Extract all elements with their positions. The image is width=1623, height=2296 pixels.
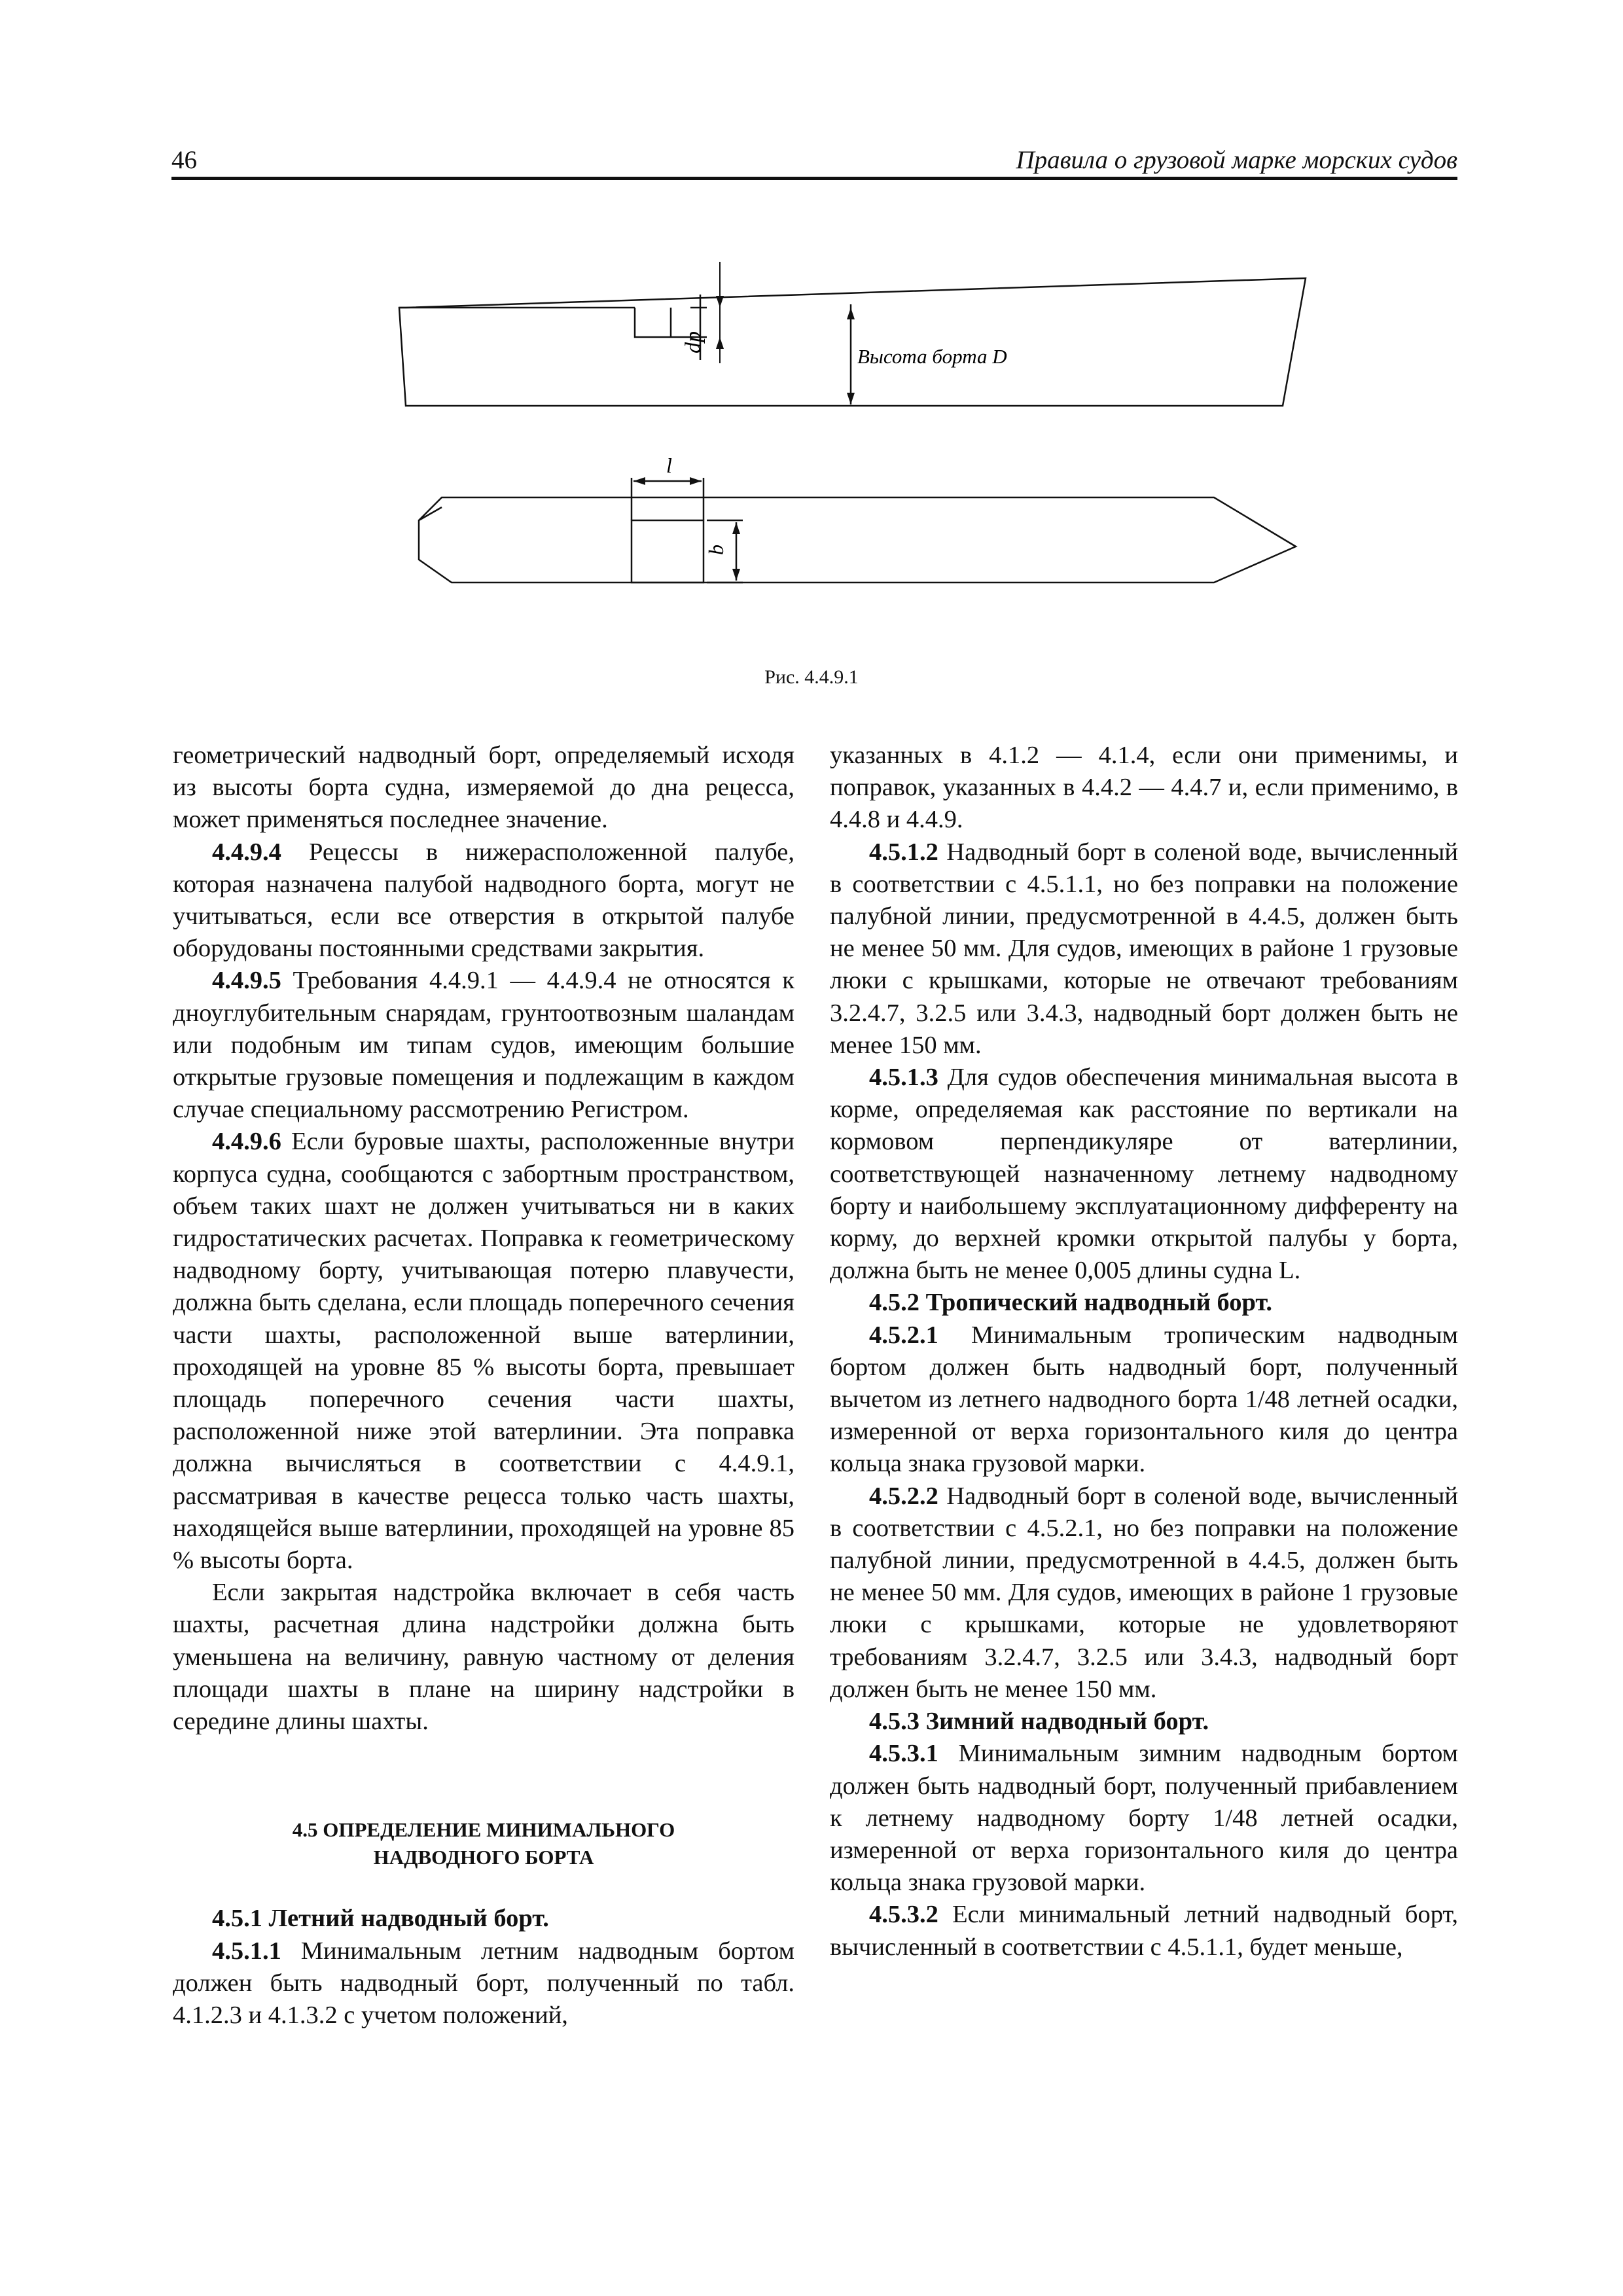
right-column [830,740,1458,1964]
hull-plan-view [419,497,1296,583]
paragraph-4-5-1-3: 4.5.1.3 Для судов обеспечения минимальная высота в корме, определяемая как расстояние по вертикали на кормовом перпендикуляре от ватерлинии, соответствующей назначенному летнему надводному борту и наибольшему эксплуатационному дифференту на корму, до верхней кромки открытой палубы у борта, должна быть не менее 0,005 длины судна L. [830,1064,1458,1285]
subsection-heading-4-5-3: 4.5.3 Зимний надводный борт. [869,1708,1209,1736]
b-label: b [704,545,728,555]
paragraph: указанных в 4.1.2 — 4.1.4, если они применимы, и поправок, указанных в 4.4.2 — 4.4.7 и, если применимо, в 4.4.8 и 4.4.9. [830,742,1458,834]
subsection-heading-4-5-1: 4.5.1 Летний надводный борт. [212,1905,549,1933]
depth-label: Высота борта D [857,345,1007,368]
page-header [171,145,1457,179]
dp-label: dp [681,331,705,353]
hull-side-view [399,278,1306,406]
figure-caption: Рис. 4.4.9.1 [764,666,859,688]
recess-plan [632,520,704,583]
header-rule [171,177,1457,180]
paragraph-4-5-1-2: 4.5.1.2 Надводный борт в соленой воде, вычисленный в соответствии с 4.5.1.1, но без поправки на положение палубной линии, предусмотренной в 4.4.5, должен быть не менее 50 мм. Для судов, имеющих в районе 1 грузовые люки с крышками, которые не отвечают требованиям 3.2.4.7, 3.2.5 или 3.4.3, надводный борт должен быть не менее 150 мм. [830,838,1458,1059]
paragraph-4-4-9-5: 4.4.9.5 Требования 4.4.9.1 — 4.4.9.4 не относятся к дноуглубительным снарядам, грунтоотвозным шаландам или подобным им типам судов, имеющим большие открытые грузовые помещения и подлежащим в каждом случае специальному рассмотрению Регистром. [173,967,794,1124]
section-heading-4-5: 4.5 ОПРЕДЕЛЕНИЕ МИНИМАЛЬНОГО НАДВОДНОГО БОРТА [292,1818,675,1869]
paragraph-4-5-3-1: 4.5.3.1 Минимальным зимним надводным бортом должен быть надводный борт, полученный прибавлением к летнему надводному борту 1/48 летней осадки, измеренной от верха горизонтального киля до центра кольца знака грузовой марки. [830,1740,1458,1897]
left-column [173,740,794,2032]
subsection-heading-4-5-2: 4.5.2 Тропический надводный борт. [869,1289,1273,1317]
paragraph-4-5-1-1: 4.5.1.1 Минимальным летним надводным бортом должен быть надводный борт, полученный по табл. 4.1.2.3 и 4.1.3.2 с учетом положений, [173,1937,794,2029]
running-title: Правила о грузовой марке морских судов [1016,146,1457,174]
paragraph-4-4-9-6: 4.4.9.6 Если буровые шахты, расположенные внутри корпуса судна, сообщаются с забортным пространством, объем таких шахт не должен учитываться ни в каких гидростатических расчетах. Поправка к геометрическому надводному борту, учитывающая потерю плавучести, должна быть сделана, если площадь поперечного сечения части шахты, расположенной выше ватерлинии, проходящей на уровне 85 % высоты борта, превышает площадь поперечного сечения части шахты, расположенной ниже этой ватерлинии. Эта поправка должна вычисляться в соответствии с 4.4.9.1, рассматривая в качестве рецесса только часть шахты, находящейся выше ватерлинии, проходящей на уровне 85 % высоты борта. [173,1128,794,1575]
paragraph-4-5-3-2: 4.5.3.2 Если минимальный летний надводный борт, вычисленный в соответствии с 4.5.1.1, будет меньше, [830,1901,1458,1961]
paragraph-4-4-9-4: 4.4.9.4 Рецессы в нижерасположенной палубе, которая назначена палубой надводного борта, могут не учитываться, если все отверстия в открытой палубе оборудованы постоянными средствами закрытия. [173,838,794,963]
figure-4-4-9-1 [393,255,1322,609]
page-number: 46 [171,146,197,174]
paragraph: геометрический надводный борт, определяемый исходя из высоты борта судна, измеряемой до дна рецесса, может применяться последнее значение. [173,742,794,834]
paragraph-4-5-2-2: 4.5.2.2 Надводный борт в соленой воде, вычисленный в соответствии с 4.5.2.1, но без поправки на положение палубной линии, предусмотренной в 4.4.5, должен быть не менее 50 мм. Для судов, имеющих в районе 1 грузовые люки с крышками, которые не удовлетворяют требованиям 3.2.4.7, 3.2.5 или 3.4.3, надводный борт должен быть не менее 150 мм. [830,1482,1458,1703]
l-label: l [666,454,672,477]
paragraph: Если закрытая надстройка включает в себя часть шахты, расчетная длина надстройки должна быть уменьшена на величину, равную частному от деления площади шахты в плане на ширину надстройки в середине длины шахты. [173,1579,794,1736]
paragraph-4-5-2-1: 4.5.2.1 Минимальным тропическим надводным бортом должен быть надводный борт, полученный вычетом из летнего надводного борта 1/48 летней осадки, измеренной от верха горизонтального киля до центра кольца знака грузовой марки. [830,1321,1458,1478]
